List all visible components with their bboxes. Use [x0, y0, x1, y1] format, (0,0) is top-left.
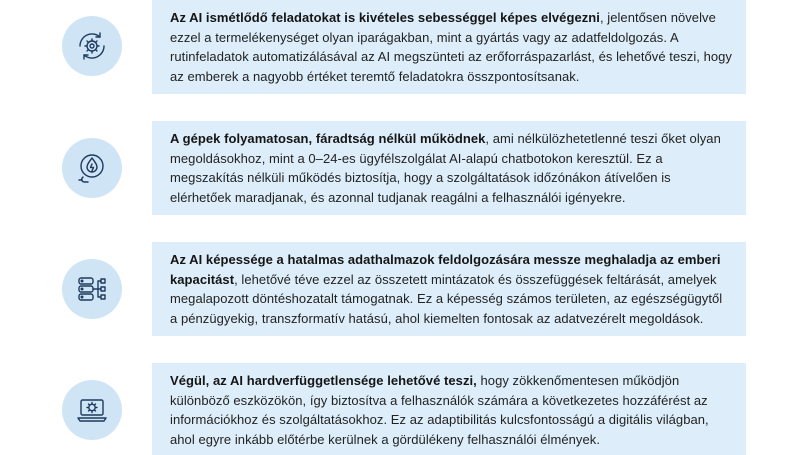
feature-card-data: [152, 242, 746, 336]
icon-circle-hardware: [62, 380, 122, 440]
card-body-text: , lehetővé téve ezzel az összetett mintázatok és összefüggések feltárását, amelyek megalapozott döntéshozatalt támogatnak. Ez a képesség számos területen, az egészségügytől a pénzügyekig, transzformatív hatású, ahol kiemelten fontosak az adatvezérelt megoldások.: [170, 271, 723, 326]
card-body-text: , jelentősen növelve ezzel a termelékenységet olyan iparágakban, mint a gyártás vagy az adatfeldolgozás. A rutinfeladatok automatizálásával az AI megszünteti az erőforráspazarlást, és lehetővé teszi, hogy az emberek a nagyobb értéket teremtő feladatokra összpontosítsanak.: [170, 10, 732, 84]
card-body-text: hogy zökkenőmentesen működjön különböző eszközökön, így biztosítva a felhasználók számára a következetes hozzáférést az információkhoz és szolgáltatásokhoz. Ez az adaptibilitás kulcsfontosságú a digitális világban, ahol egyre inkább előtérbe kerülnek a gördülékeny felhasználói élmények.: [170, 373, 709, 447]
card-bold-heading: Az AI ismétlődő feladatokat is kivételes sebességgel képes elvégezni: [170, 10, 600, 25]
power-drop-icon: [74, 150, 110, 186]
card-bold-heading: A gépek folyamatosan, fáradtság nélkül működnek: [170, 131, 486, 146]
laptop-gear-icon: [74, 392, 110, 428]
gear-refresh-icon: [74, 28, 110, 64]
feature-card-continuous: [152, 121, 746, 215]
card-bold-heading: Végül, az AI hardverfüggetlensége lehetővé teszi,: [170, 373, 477, 388]
card-body-text: , ami nélkülözhetetlenné teszi őket olyan megoldásokhoz, mint a 0–24-es ügyfélszolgálat AI-alapú chatbotokon keresztül. Ez a megszakítás nélküli működés biztosítja, hogy a szolgáltatások időzónákon átívelően is elérhetőek maradjanak, és azonnal tudjanak reagálni a felhasználói igényekre.: [170, 131, 721, 205]
icon-circle-automation: [62, 16, 122, 76]
feature-card-automation: [152, 0, 746, 94]
feature-card-hardware: [152, 363, 746, 455]
icon-circle-continuous: [62, 138, 122, 198]
icon-circle-data: [62, 259, 122, 319]
database-network-icon: [74, 271, 110, 307]
card-bold-heading: Az AI képessége a hatalmas adathalmazok feldolgozására messze meghaladja az emberi kapacitást: [170, 252, 721, 287]
